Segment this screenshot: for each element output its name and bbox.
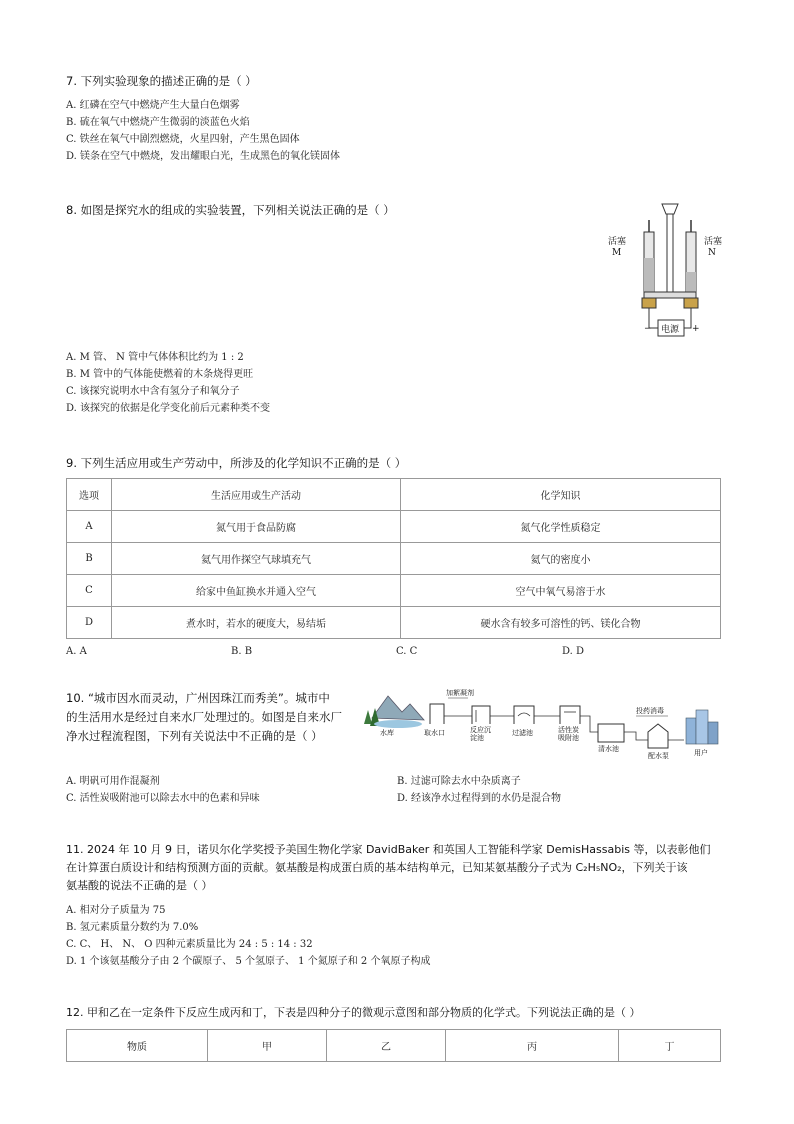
q8-option-a: A. M 管、 N 管中气体体积比约为 1 : 2 bbox=[66, 352, 244, 363]
q10-option-b: B. 过滤可除去水中杂质离子 bbox=[397, 776, 521, 787]
table-row bbox=[67, 607, 721, 639]
q12-stem: 12. 甲和乙在一定条件下反应生成丙和丁，下表是四种分子的微观示意图和部分物质的化学式。下列说法正确的是（ ） bbox=[66, 1006, 641, 1019]
positive-terminal: + bbox=[692, 324, 700, 334]
q11-option-c: C. C、 H、 N、 O 四种元素质量比为 24 : 5 : 14 : 32 bbox=[66, 939, 313, 950]
q8-stem: 8. 如图是探究水的组成的实验装置，下列相关说法正确的是（ ） bbox=[66, 203, 395, 217]
q9-answer-a: A. A bbox=[66, 646, 87, 657]
flow-clean: 清水池 bbox=[598, 745, 619, 753]
q9-table-header-row bbox=[67, 479, 721, 511]
q11-stem-line-1: 11. 2024 年 10 月 9 日，诺贝尔化学奖授予美国生物化学家 DavidBaker 和英国人工智能科学家 DemisHassabis 等，以表彰他们 bbox=[66, 843, 711, 856]
q9-answer-d: D. D bbox=[562, 646, 585, 657]
q7-option-a: A. 红磷在空气中燃烧产生大量白色烟雾 bbox=[66, 100, 240, 111]
flow-filter: 过滤池 bbox=[512, 729, 533, 737]
water-treatment-flowchart bbox=[358, 688, 728, 768]
q7-option-d: D. 镁条在空气中燃烧，发出耀眼白光，生成黑色的氧化镁固体 bbox=[66, 151, 341, 162]
q12-header-jia: 甲 bbox=[208, 1030, 327, 1062]
table-row bbox=[67, 511, 721, 543]
q10-stem-line-3: 净水过程流程图，下列有关说法中不正确的是（ ） bbox=[66, 729, 323, 743]
flow-intake: 取水口 bbox=[424, 729, 445, 737]
q7-stem: 7. 下列实验现象的描述正确的是（ ） bbox=[66, 74, 257, 88]
table-row bbox=[67, 543, 721, 575]
tube-n-label: N bbox=[708, 248, 716, 258]
q9-row-a-knowledge: 氮气化学性质稳定 bbox=[401, 511, 721, 543]
q9-header-application: 生活应用或生产活动 bbox=[112, 479, 401, 511]
q9-row-c-knowledge: 空气中氧气易溶于水 bbox=[401, 575, 721, 607]
flow-distribute: 配水泵 bbox=[648, 752, 669, 760]
q11-stem-line-2: 在计算蛋白质设计和结构预测方面的贡献。氨基酸是构成蛋白质的基本结构单元，已知某氨基酸分子式为 C₂H₅NO₂，下列关于该 bbox=[66, 861, 688, 874]
q9-row-b-knowledge: 氦气的密度小 bbox=[401, 543, 721, 575]
q9-answer-b: B. B bbox=[231, 646, 253, 657]
q11-option-d: D. 1 个该氨基酸分子由 2 个碳原子、 5 个氢原子、 1 个氮原子和 2 个氧原子构成 bbox=[66, 956, 431, 967]
electrolysis-apparatus-figure bbox=[608, 196, 736, 342]
electrolysis-diagram bbox=[608, 196, 736, 342]
q9-row-a-application: 氮气用于食品防腐 bbox=[112, 511, 401, 543]
q9-row-c-option: C bbox=[67, 575, 112, 607]
q9-row-d-option: D bbox=[67, 607, 112, 639]
negative-terminal: − bbox=[644, 324, 652, 334]
q10-option-c: C. 活性炭吸附池可以除去水中的色素和异味 bbox=[66, 793, 260, 804]
q9-row-d-knowledge: 硬水含有较多可溶性的钙、镁化合物 bbox=[401, 607, 721, 639]
q9-table bbox=[66, 478, 721, 639]
q12-header-substance: 物质 bbox=[67, 1030, 208, 1062]
q9-row-c-application: 给家中鱼缸换水并通入空气 bbox=[112, 575, 401, 607]
flow-flocculant: 加絮凝剂 bbox=[446, 689, 474, 697]
q9-row-b-option: B bbox=[67, 543, 112, 575]
q12-table bbox=[66, 1029, 721, 1062]
q8-option-d: D. 该探究的依据是化学变化前后元素种类不变 bbox=[66, 403, 271, 414]
table-row bbox=[67, 575, 721, 607]
q9-answer-c: C. C bbox=[396, 646, 418, 657]
q10-option-d: D. 经该净水过程得到的水仍是混合物 bbox=[397, 793, 562, 804]
left-stopcock-label: 活塞 bbox=[608, 237, 627, 247]
q9-row-d-application: 煮水时，若水的硬度大，易结垢 bbox=[112, 607, 401, 639]
q12-header-ding: 丁 bbox=[619, 1030, 721, 1062]
power-source-label: 电源 bbox=[661, 325, 680, 335]
q12-table-header-row bbox=[67, 1030, 721, 1062]
q11-stem-line-3: 氨基酸的说法不正确的是（ ） bbox=[66, 879, 213, 892]
flow-disinfect: 投药消毒 bbox=[636, 707, 664, 715]
q12-header-yi: 乙 bbox=[327, 1030, 446, 1062]
tube-m-label: M bbox=[612, 248, 622, 258]
flow-reaction: 反应沉淀池 bbox=[470, 726, 491, 742]
q11-option-a: A. 相对分子质量为 75 bbox=[66, 905, 166, 916]
q9-row-b-application: 氦气用作探空气球填充气 bbox=[112, 543, 401, 575]
q8-option-b: B. M 管中的气体能使燃着的木条烧得更旺 bbox=[66, 369, 254, 380]
right-stopcock-label: 活塞 bbox=[704, 237, 723, 247]
q9-row-a-option: A bbox=[67, 511, 112, 543]
q12-header-bing: 丙 bbox=[446, 1030, 619, 1062]
q10-option-a: A. 明矾可用作混凝剂 bbox=[66, 776, 160, 787]
water-treatment-diagram bbox=[358, 688, 728, 768]
q9-stem: 9. 下列生活应用或生产劳动中，所涉及的化学知识不正确的是（ ） bbox=[66, 456, 407, 470]
q10-stem-line-1: 10. “城市因水而灵动，广州因珠江而秀美”。城市中 bbox=[66, 691, 330, 705]
q11-option-b: B. 氢元素质量分数约为 7.0% bbox=[66, 922, 199, 933]
q7-option-b: B. 硫在氧气中燃烧产生微弱的淡蓝色火焰 bbox=[66, 117, 250, 128]
flow-source: 水库 bbox=[380, 729, 394, 737]
flow-user: 用户 bbox=[694, 749, 708, 757]
q8-option-c: C. 该探究说明水中含有氢分子和氧分子 bbox=[66, 386, 240, 397]
q7-option-c: C. 铁丝在氧气中剧烈燃烧，火星四射，产生黑色固体 bbox=[66, 134, 300, 145]
q9-header-knowledge: 化学知识 bbox=[401, 479, 721, 511]
q9-header-option: 选项 bbox=[67, 479, 112, 511]
flow-carbon: 活性炭吸附池 bbox=[558, 726, 579, 742]
q10-stem-line-2: 的生活用水是经过自来水厂处理过的。如图是自来水厂 bbox=[66, 710, 342, 724]
